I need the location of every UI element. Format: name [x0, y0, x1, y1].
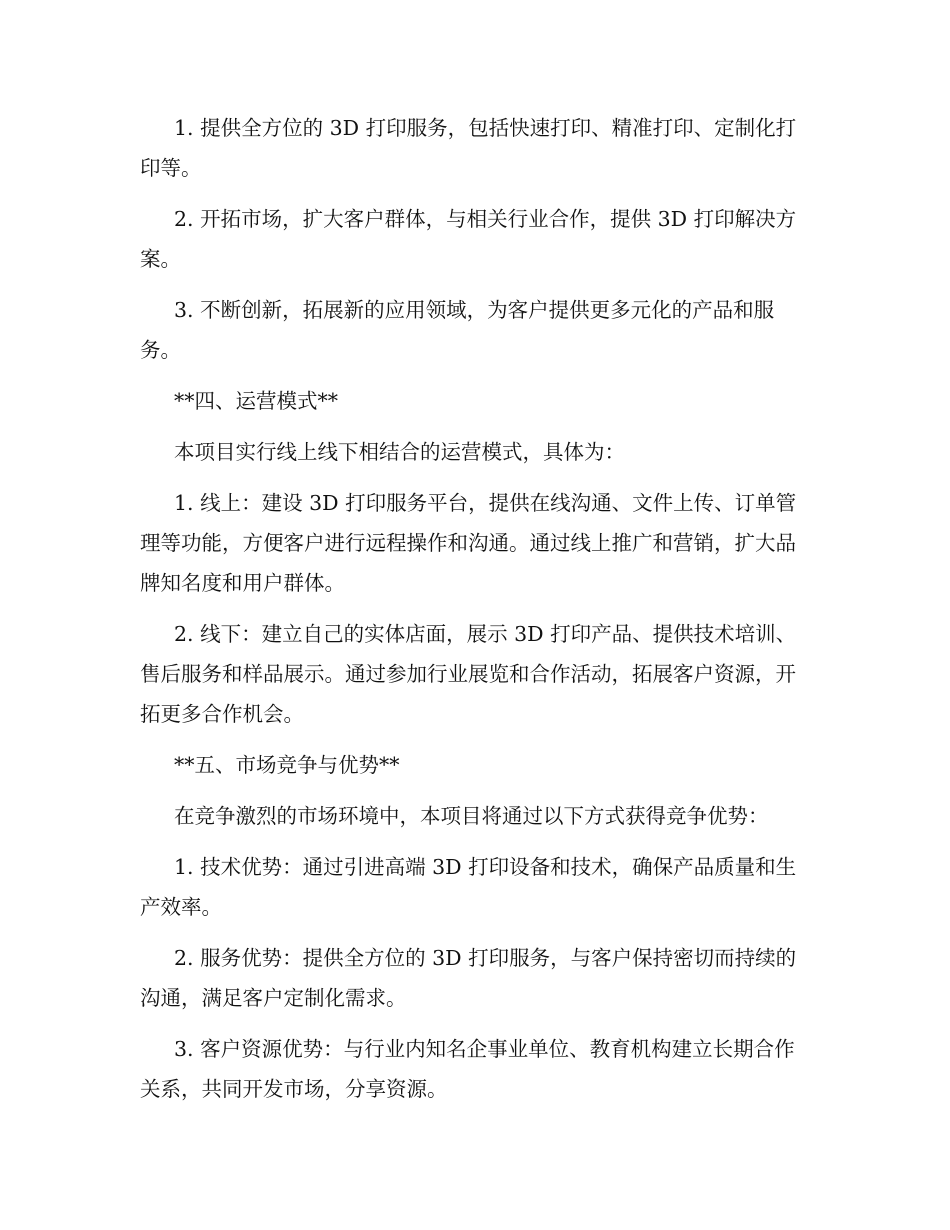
list-item-online: 1. 线上：建设 3D 打印服务平台，提供在线沟通、文件上传、订单管理等功能，方便客户进行远程操作和沟通。通过线上推广和营销，扩大品牌知名度和用户群体。 [140, 491, 797, 595]
list-item-offline: 2. 线下：建立自己的实体店面，展示 3D 打印产品、提供技术培训、售后服务和样品展示。通过参加行业展览和合作活动，拓展客户资源，开拓更多合作机会。 [140, 622, 797, 726]
operation-model-intro: 本项目实行线上线下相结合的运营模式，具体为： [174, 440, 625, 464]
section-heading-competition: **五、市场竞争与优势** [174, 753, 400, 777]
list-item-service-scope: 1. 提供全方位的 3D 打印服务，包括快速打印、精准打印、定制化打印等。 [140, 116, 797, 180]
list-item-innovation: 3. 不断创新，拓展新的应用领域，为客户提供更多元化的产品和服务。 [140, 298, 775, 362]
list-item-tech-advantage: 1. 技术优势：通过引进高端 3D 打印设备和技术，确保产品质量和生产效率。 [140, 855, 797, 919]
list-item-market-expansion: 2. 开拓市场，扩大客户群体，与相关行业合作，提供 3D 打印解决方案。 [140, 207, 797, 271]
section-heading-operation-model: **四、运营模式** [174, 389, 338, 413]
list-item-customer-advantage: 3. 客户资源优势：与行业内知名企事业单位、教育机构建立长期合作关系，共同开发市场，分享资源。 [140, 1037, 795, 1101]
document-body [140, 108, 812, 1120]
competition-intro: 在竞争激烈的市场环境中，本项目将通过以下方式获得竞争优势： [174, 804, 769, 828]
list-item-service-advantage: 2. 服务优势：提供全方位的 3D 打印服务，与客户保持密切而持续的沟通，满足客户定制化需求。 [140, 946, 797, 1010]
